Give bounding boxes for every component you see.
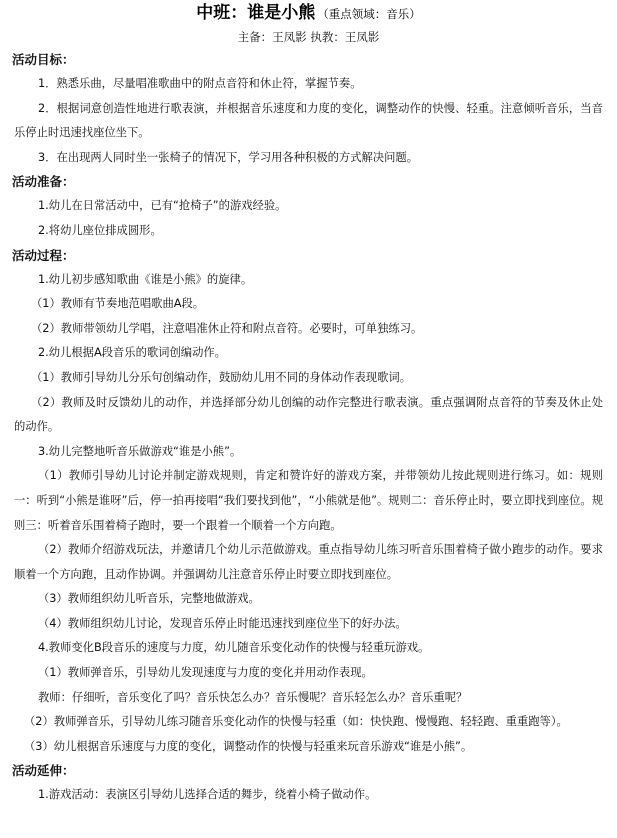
process-step-2a: （1）教师引导幼儿分乐句创编动作，鼓励幼儿用不同的身体动作表现歌词。 xyxy=(31,370,411,384)
title-row xyxy=(14,0,603,26)
process-step-4-question: 教师：仔细听，音乐变化了吗？音乐快怎么办？音乐慢呢？音乐轻怎么办？音乐重呢？ xyxy=(38,690,468,704)
page-subtitle: （重点领域：音乐） xyxy=(317,7,421,21)
section-heading-process: 活动过程： xyxy=(12,247,75,263)
process-step-2b: （2）教师及时反馈幼儿的动作，并选择部分幼儿创编的动作完整进行歌表演。重点强调附点音符的节奏及休止处的动作。 xyxy=(14,395,603,434)
process-step-2: 2.幼儿根据A段音乐的歌词创编动作。 xyxy=(38,346,226,360)
process-step-1b: （2）教师带领幼儿学唱，注意唱准休止符和附点音符。必要时，可单独练习。 xyxy=(31,321,423,335)
prep-item-1: 1.幼儿在日常活动中，已有“抢椅子”的游戏经验。 xyxy=(38,199,287,213)
page-title: 中班：谁是小熊 xyxy=(196,3,316,23)
goal-item-3: 3．在出现两人同时坐一张椅子的情况下，学习用各种积极的方式解决问题。 xyxy=(38,150,418,164)
section-heading-preparation: 活动准备： xyxy=(12,174,75,190)
author-line: 主备：王凤影 执教：王凤影 xyxy=(237,30,380,44)
process-step-1a: （1）教师有节奏地范唱歌曲A段。 xyxy=(31,297,205,311)
process-step-4a: （1）教师弹音乐，引导幼儿发现速度与力度的变化并用动作表现。 xyxy=(38,666,373,680)
goal-item-1: 1．熟悉乐曲，尽量唱准歌曲中的附点音符和休止符，掌握节奏。 xyxy=(38,77,362,90)
process-step-3a: （1）教师引导幼儿讨论并制定游戏规则，肯定和赞许好的游戏方案，并带领幼儿按此规则进行练习。如：规则一：听到“小熊是谁呀”后，停一拍再接唱“我们要找到他”，“小熊就是他”。规则二：音乐停止时，要立即找到座位。规则三：听着音乐围着椅子跑时，要一个跟着一个顺着一个方向跑。 xyxy=(14,469,603,532)
goal-item-2: 2．根据词意创造性地进行歌表演，并根据音乐速度和力度的变化，调整动作的快慢、轻重。注意倾听音乐，当音乐停止时迅速找座位坐下。 xyxy=(14,101,603,140)
section-heading-goals: 活动目标： xyxy=(12,52,75,67)
process-step-3: 3.幼儿完整地听音乐做游戏“谁是小熊”。 xyxy=(38,444,242,458)
process-step-4b: （2）教师弹音乐，引导幼儿练习随音乐变化动作的快慢与轻重（如：快快跑、慢慢跑、轻轻跑、重重跑等）。 xyxy=(24,715,568,729)
prep-item-2: 2.将幼儿座位排成圆形。 xyxy=(38,223,162,237)
section-heading-extension: 活动延伸： xyxy=(12,763,75,779)
process-step-3b: （2）教师介绍游戏玩法，并邀请几个幼儿示范做游戏。重点指导幼儿练习听音乐围着椅子做小跑步的动作。要求顺着一个方向跑，且动作协调。并强调幼儿注意音乐停止时要立即找到座位。 xyxy=(14,543,603,581)
process-step-3c: （3）教师组织幼儿听音乐，完整地做游戏。 xyxy=(38,592,260,606)
process-step-4c: （3）幼儿根据音乐速度与力度的变化，调整动作的快慢与轻重来玩音乐游戏“谁是小熊”。 xyxy=(24,739,473,753)
process-step-1: 1.幼儿初步感知歌曲《谁是小熊》的旋律。 xyxy=(38,272,253,286)
process-step-3d: （4）教师组织幼儿讨论，发现音乐停止时能迅速找到座位坐下的好办法。 xyxy=(38,616,407,630)
process-step-4: 4.教师变化B段音乐的速度与力度，幼儿随音乐变化动作的快慢与轻重玩游戏。 xyxy=(38,641,430,655)
extension-item-1: 1.游戏活动：表演区引导幼儿选择合适的舞步，绕着小椅子做动作。 xyxy=(38,788,377,802)
